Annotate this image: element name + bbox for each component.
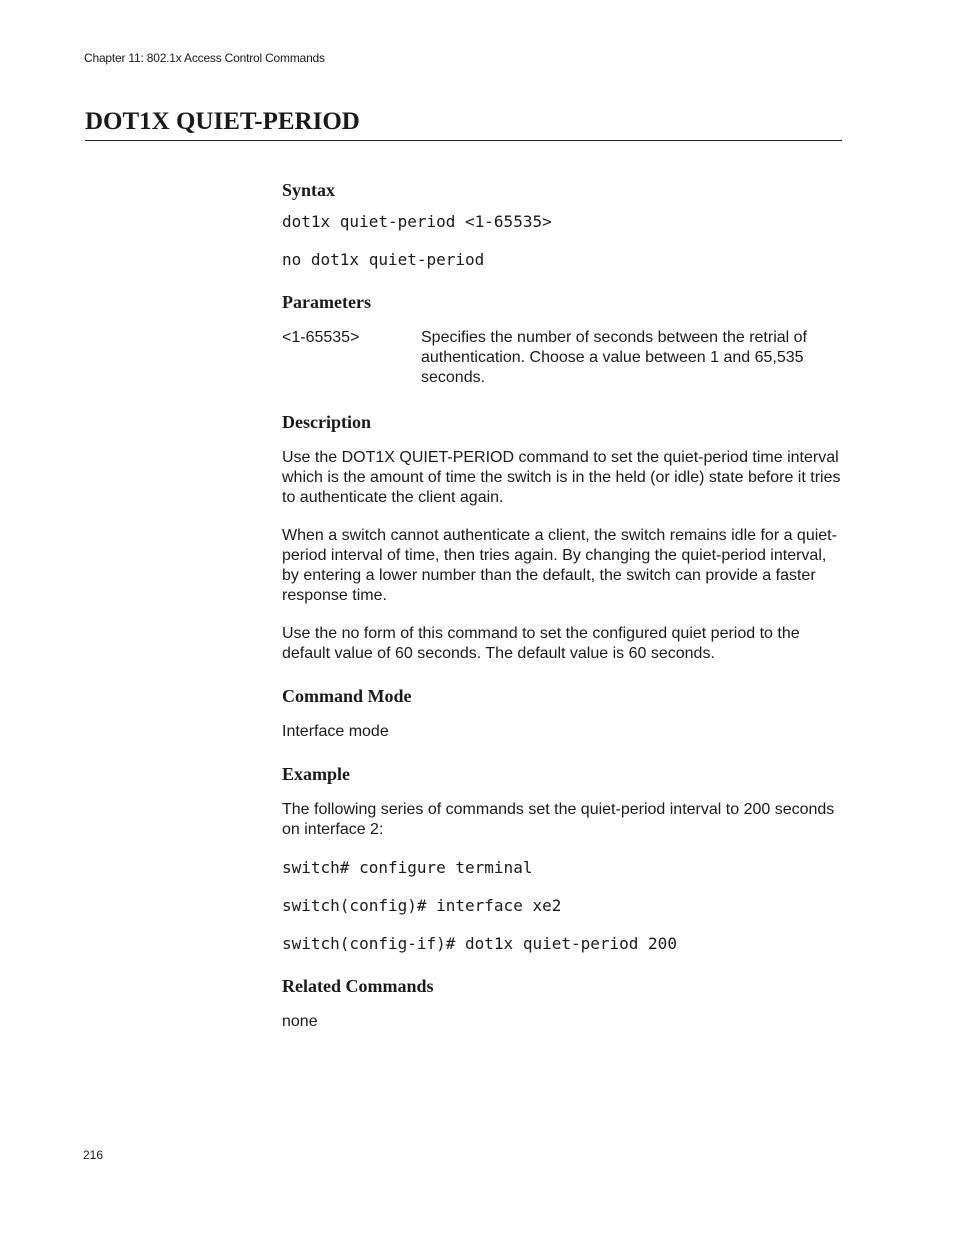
command-mode-heading: Command Mode xyxy=(282,686,412,706)
parameter-description: Specifies the number of seconds between the retrial of authentication. Choose a value between 1 and 65,535 seconds. xyxy=(421,329,807,386)
syntax-line: no dot1x quiet-period xyxy=(282,250,485,269)
command-reference-body xyxy=(282,178,847,1032)
description-paragraph: When a switch cannot authenticate a client, the switch remains idle for a quiet-period interval of time, then tries again. By changing the quiet-period interval, by entering a lower number than the default, the switch can provide a faster response time. xyxy=(282,527,837,604)
related-commands-text: none xyxy=(282,1013,318,1030)
example-command-line: switch(config)# interface xe2 xyxy=(282,896,562,915)
parameters-heading: Parameters xyxy=(282,292,371,312)
example-heading: Example xyxy=(282,764,351,784)
running-head: Chapter 11: 802.1x Access Control Commands xyxy=(84,51,325,65)
page-title: DOT1X QUIET-PERIOD xyxy=(85,107,842,141)
parameter-name: <1-65535> xyxy=(282,329,360,346)
related-commands-heading: Related Commands xyxy=(282,976,434,996)
command-mode-text: Interface mode xyxy=(282,723,389,740)
syntax-line: dot1x quiet-period <1-65535> xyxy=(282,212,552,231)
example-command-line: switch# configure terminal xyxy=(282,858,533,877)
description-paragraph: Use the no form of this command to set the configured quiet period to the default value of 60 seconds. The default value is 60 seconds. xyxy=(282,625,800,662)
syntax-heading: Syntax xyxy=(282,180,336,200)
example-command-line: switch(config-if)# dot1x quiet-period 200 xyxy=(282,934,677,953)
page-number: 216 xyxy=(83,1148,104,1162)
example-intro: The following series of commands set the quiet-period interval to 200 seconds on interface 2: xyxy=(282,801,835,838)
description-heading: Description xyxy=(282,412,371,432)
parameter-row xyxy=(282,328,847,388)
description-paragraph: Use the DOT1X QUIET-PERIOD command to set the quiet-period time interval which is the amount of time the switch is in the held (or idle) state before it tries to authenticate the client again. xyxy=(282,449,841,506)
